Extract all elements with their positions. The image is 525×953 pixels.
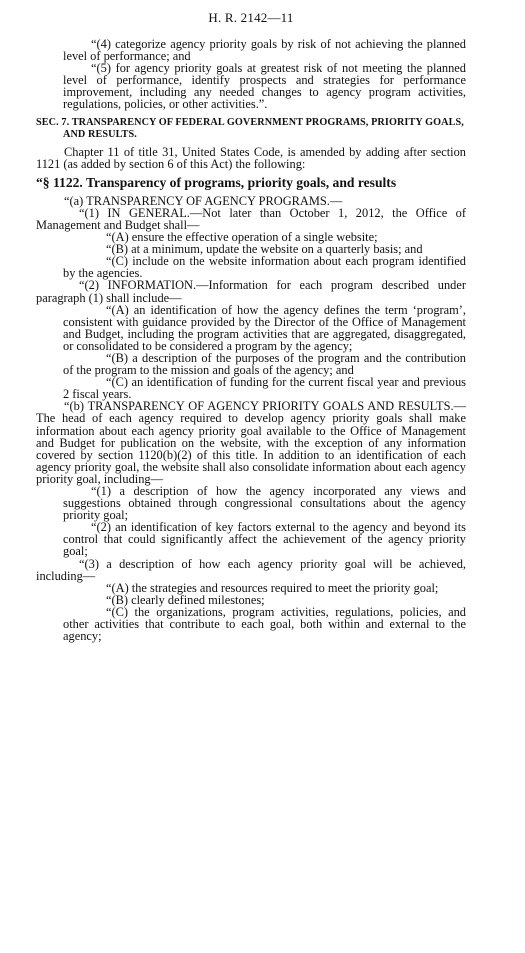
section-1122-heading: “§ 1122. Transparency of programs, priority goals, and results [36, 174, 397, 190]
section-7-intro: Chapter 11 of title 31, United States Code, is amended by adding after section 1121 (as added by section 6 of this Act) the following: [36, 144, 466, 171]
subparagraph-a1A: “(A) ensure the effective operation of a single website; [106, 230, 378, 245]
subsection-b-priority-goals: “(b) TRANSPARENCY OF AGENCY PRIORITY GOALS AND RESULTS.—The head of each agency required to develop agency priority goals shall make information about each agency priority goal available to the Office of Management and Budget for publication on the website, with the exception of any information covered by section 1120(b)(2) of this title. In addition to an identification of each agency priority goal, the website shall also consolidate information about each agency priority goal, including— [36, 399, 466, 486]
section-7-heading: SEC. 7. TRANSPARENCY OF FEDERAL GOVERNMENT PROGRAMS, PRIORITY GOALS, AND RESULTS. [36, 116, 464, 140]
subparagraph-a2A: “(A) an identification of how the agency defines the term ‘program’, consistent with guidance provided by the Director of the Office of Management and Budget, including the program activities that are aggregated, disaggregated, or consolidated to be considered a program by the agency; [63, 302, 466, 353]
subparagraph-a1C: “(C) include on the website information about each program identified by the agencies. [63, 254, 466, 281]
subparagraph-a2B: “(B) a description of the purposes of the program and the contribution of the program to the mission and goals of the agency; and [63, 350, 466, 378]
paragraph-a1-in-general: “(1) IN GENERAL.—Not later than October 1, 2012, the Office of Management and Budget shall— [36, 205, 466, 232]
page-header: H. R. 2142—11 [208, 10, 294, 25]
subparagraph-b3A: “(A) the strategies and resources required to meet the priority goal; [106, 580, 439, 595]
paragraph-4-categorize: “(4) categorize agency priority goals by risk of not achieving the planned level of performance; and [63, 37, 466, 64]
paragraph-b2: “(2) an identification of key factors external to the agency and beyond its control that could significantly affect the achievement of the agency priority goal; [63, 520, 466, 559]
paragraph-b1: “(1) a description of how the agency incorporated any views and suggestions obtained through congressional consultations about the agency priority goal; [63, 484, 466, 523]
subsection-a-heading: “(a) TRANSPARENCY OF AGENCY PROGRAMS.— [64, 193, 343, 208]
subparagraph-a2C: “(C) an identification of funding for the current fiscal year and previous 2 fiscal years. [63, 375, 466, 402]
paragraph-5-greatest-risk: “(5) for agency priority goals at greatest risk of not meeting the planned level of performance, identify prospects and strategies for performance improvement, including any needed changes to agency program activities, regulations, policies, or other activities.”. [63, 61, 466, 112]
paragraph-a2-information: “(2) INFORMATION.—Information for each program described under paragraph (1) shall include— [36, 278, 466, 305]
document-page [36, 10, 466, 642]
subparagraph-b3B: “(B) clearly defined milestones; [106, 592, 265, 607]
paragraph-b3: “(3) a description of how each agency priority goal will be achieved, including— [36, 556, 466, 583]
subparagraph-b3C: “(C) the organizations, program activities, regulations, policies, and other activities that contribute to each goal, both within and external to the agency; [63, 604, 466, 644]
subparagraph-a1B: “(B) at a minimum, update the website on a quarterly basis; and [106, 242, 423, 257]
